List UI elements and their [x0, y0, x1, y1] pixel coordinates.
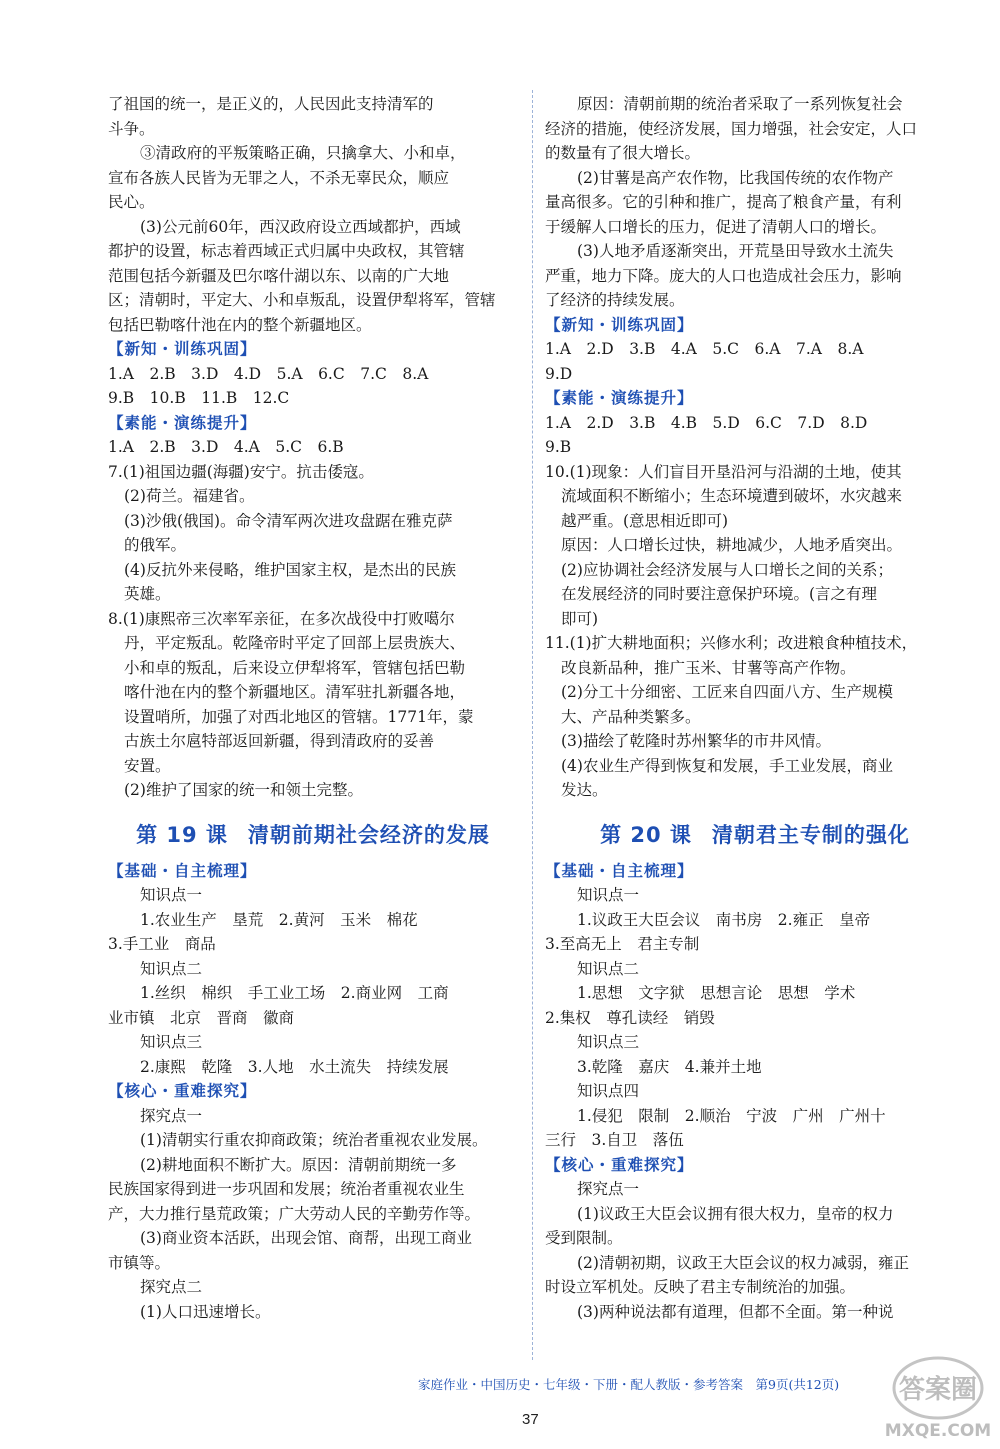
text-line: 知识点四 [577, 1082, 640, 1100]
text-line: 1.侵犯 限制 2.顺治 宁波 广州 广州十 [577, 1106, 886, 1125]
text-line: 探究点二 [140, 1278, 203, 1296]
text-line: 知识点一 [577, 886, 640, 904]
text-line: (1)议政王大臣会议拥有很大权力，皇帝的权力 [577, 1204, 894, 1223]
text-line: 范围包括今新疆及巴尔喀什湖以东、以南的广大地 [108, 266, 450, 285]
section-heading-line [108, 1079, 518, 1104]
lesson-title [108, 819, 518, 849]
text-line: 知识点一 [140, 886, 203, 904]
text-line: (3)人地矛盾逐渐突出，开荒垦田导致水土流失 [577, 242, 894, 260]
lesson-name: 清朝前期社会经济的发展 [247, 822, 490, 847]
text-line: 1.A 2.B 3.D 4.A 5.C 6.B [108, 438, 344, 456]
page-footer: 家庭作业・中国历史・七年级・下册・配人教版・参考答案 第9页(共12页) [418, 1377, 840, 1392]
text-line: 3.手工业 商品 [108, 935, 216, 953]
section-heading: 【素能・演练提升】 [545, 389, 694, 407]
text-line: 区；清朝时，平定大、小和卓叛乱，设置伊犁将军，管辖 [108, 291, 496, 309]
text-line: (2)耕地面积不断扩大。原因：清朝前期统一多 [140, 1155, 457, 1174]
text-line: 2.康熙 乾隆 3.人地 水土流失 持续发展 [140, 1057, 449, 1076]
text-line: (2)荷兰。福建省。 [124, 487, 255, 505]
text-line: 了祖国的统一，是正义的，人民因此支持清军的 [108, 95, 434, 113]
section-heading-line [545, 313, 965, 338]
section-heading-line [545, 1153, 965, 1178]
text-line: 设置哨所，加强了对西北地区的管辖。1771年，蒙 [124, 707, 474, 726]
text-line: 1.丝织 棉织 手工业工场 2.商业网 工商 [140, 984, 449, 1002]
text-line: 时设立军机处。反映了君主专制统治的加强。 [545, 1278, 856, 1296]
text-line: 的数量有了很大增长。 [545, 144, 701, 162]
text-line: 原因：人口增长过快，耕地减少，人地矛盾突出。 [561, 536, 903, 554]
lesson-number: 第 19 课 [136, 822, 228, 847]
text-line: 越严重。(意思相近即可) [561, 511, 729, 530]
text-line: 喀什池在内的整个新疆地区。清军驻扎新疆各地， [124, 683, 466, 701]
text-line: 大、产品种类繁多。 [561, 707, 701, 726]
text-line: 在发展经济的同时要注意保护环境。(言之有理 [561, 585, 878, 603]
text-line: 市镇等。 [108, 1253, 171, 1272]
column-divider [532, 90, 533, 1360]
text-line: 知识点三 [577, 1033, 640, 1051]
text-line: 1.农业生产 垦荒 2.黄河 玉米 棉花 [140, 910, 418, 929]
text-line: 11.(1)扩大耕地面积；兴修水利；改进粮食种植技术， [545, 634, 918, 652]
text-line: 发达。 [561, 781, 608, 799]
text-line: (2)应协调社会经济发展与人口增长之间的关系； [561, 560, 893, 579]
text-line: (2)清朝初期，议政王大臣会议的权力减弱，雍正 [577, 1253, 909, 1272]
text-line: 丹，平定叛乱。乾隆帝时平定了回部上层贵族大、 [124, 634, 466, 652]
text-line: 3.至高无上 君主专制 [545, 935, 700, 953]
text-line: (1)人口迅速增长。 [140, 1302, 271, 1321]
text-line: 9.D [545, 364, 573, 383]
lesson-number: 第 20 课 [600, 822, 692, 847]
text-line: 斗争。 [108, 119, 155, 138]
section-heading: 【核心・重难探究】 [545, 1155, 694, 1174]
text-line: ③清政府的平叛策略正确，只擒拿大、小和卓， [140, 144, 466, 162]
text-line: 了经济的持续发展。 [545, 291, 685, 309]
text-line: 知识点二 [577, 959, 640, 978]
text-line: 民心。 [108, 193, 155, 211]
lesson-title [545, 819, 965, 849]
text-line: 知识点二 [140, 959, 203, 978]
text-line: 古族土尔扈特部返回新疆，得到清政府的妥善 [124, 732, 435, 750]
section-heading-line [108, 411, 518, 436]
text-line: 英雄。 [124, 585, 171, 603]
text-line: (3)公元前60年，西汉政府设立西域都护，西域 [140, 217, 461, 236]
text-line: 8.(1)康熙帝三次率军亲征，在多次战役中打败噶尔 [108, 609, 455, 628]
text-line: 三行 3.自卫 落伍 [545, 1131, 684, 1149]
section-heading: 【新知・训练巩固】 [545, 315, 694, 334]
watermark-logo [872, 1352, 992, 1442]
text-line: 经济的措施，使经济发展，国力增强，社会安定，人口 [545, 119, 918, 138]
section-heading: 【核心・重难探究】 [108, 1082, 257, 1100]
text-line: 都护的设置，标志着西域正式归属中央政权，其管辖 [108, 242, 465, 260]
text-line: 3.乾隆 嘉庆 4.兼并土地 [577, 1057, 762, 1076]
text-line: 安置。 [124, 756, 171, 775]
text-line: (3)沙俄(俄国)。命令清军两次进攻盘踞在雅克萨 [124, 511, 453, 530]
text-line: 即可) [561, 609, 599, 628]
right-column [545, 92, 965, 1324]
text-line: (2)甘薯是高产农作物，比我国传统的农作物产 [577, 168, 894, 187]
text-line: 受到限制。 [545, 1229, 623, 1247]
watermark-url: MXQE.COM [884, 1421, 992, 1441]
text-line: 2.集权 尊孔读经 销毁 [545, 1008, 715, 1027]
text-line: (3)两种说法都有道理，但都不全面。第一种说 [577, 1302, 894, 1321]
section-heading-line [545, 859, 965, 884]
text-line: 1.A 2.D 3.B 4.B 5.D 6.C 7.D 8.D [545, 413, 868, 432]
section-heading: 【基础・自主梳理】 [108, 861, 257, 880]
text-line: 1.A 2.D 3.B 4.A 5.C 6.A 7.A 8.A [545, 340, 864, 358]
text-line: 改良新品种，推广玉米、甘薯等高产作物。 [561, 658, 856, 677]
text-line: (3)描绘了乾隆时苏州繁华的市井风情。 [561, 732, 831, 750]
text-line: 于缓解人口增长的压力，促进了清朝人口的增长。 [545, 217, 887, 236]
page-number: 37 [522, 1411, 539, 1428]
text-line: 严重，地力下降。庞大的人口也造成社会压力，影响 [545, 266, 902, 285]
text-line: 宣布各族人民皆为无罪之人，不杀无辜民众，顺应 [108, 168, 450, 187]
text-line: 的俄军。 [124, 536, 187, 554]
section-heading-line [108, 859, 518, 884]
text-line: (2)分工十分细密、工匠来自四面八方、生产规模 [561, 683, 893, 701]
text-line: 小和卓的叛乱，后来设立伊犁将军，管辖包括巴勒 [124, 658, 466, 677]
text-line: 1.A 2.B 3.D 4.D 5.A 6.C 7.C 8.A [108, 364, 429, 383]
text-line: 1.议政王大臣会议 南书房 2.雍正 皇帝 [577, 910, 871, 929]
section-heading-line [108, 337, 518, 362]
text-line: 9.B [545, 438, 572, 456]
text-line: 7.(1)祖国边疆(海疆)安宁。抗击倭寇。 [108, 462, 374, 481]
watermark-graphic [872, 1352, 992, 1442]
text-line: 业市镇 北京 晋商 徽商 [108, 1008, 295, 1027]
text-line: 探究点一 [140, 1106, 203, 1125]
text-line: 产，大力推行垦荒政策；广大劳动人民的辛勤劳作等。 [108, 1204, 481, 1223]
text-line: 10.(1)现象：人们盲目开垦沿河与沿湖的土地，使其 [545, 462, 902, 481]
section-heading: 【素能・演练提升】 [108, 413, 257, 432]
text-line: 流域面积不断缩小；生态环境遭到破坏，水灾越来 [561, 487, 903, 505]
text-line: 9.B 10.B 11.B 12.C [108, 389, 290, 407]
text-line: (3)商业资本活跃，出现会馆、商帮，出现工商业 [140, 1229, 472, 1247]
text-line: (4)反抗外来侵略，维护国家主权，是杰出的民族 [124, 560, 456, 579]
text-line: 探究点一 [577, 1180, 640, 1198]
watermark-text: 答案圈 [898, 1375, 978, 1405]
text-line: 1.思想 文字狱 思想言论 思想 学术 [577, 984, 856, 1002]
section-heading: 【新知・训练巩固】 [108, 340, 257, 358]
section-heading: 【基础・自主梳理】 [545, 861, 694, 880]
text-line: 知识点三 [140, 1033, 203, 1051]
text-line: 民族国家得到进一步巩固和发展；统治者重视农业生 [108, 1180, 465, 1198]
text-line: 原因：清朝前期的统治者采取了一系列恢复社会 [577, 95, 903, 113]
section-heading-line [545, 386, 965, 411]
lesson-name: 清朝君主专制的强化 [711, 822, 910, 847]
text-line: 包括巴勒喀什池在内的整个新疆地区。 [108, 315, 372, 334]
text-line: (2)维护了国家的统一和领土完整。 [124, 781, 363, 799]
text-line: (4)农业生产得到恢复和发展，手工业发展，商业 [561, 756, 893, 775]
left-column [108, 92, 518, 1324]
text-line: 量高很多。它的引种和推广，提高了粮食产量，有利 [545, 193, 902, 211]
text-line: (1)清朝实行重农抑商政策；统治者重视农业发展。 [140, 1131, 488, 1149]
